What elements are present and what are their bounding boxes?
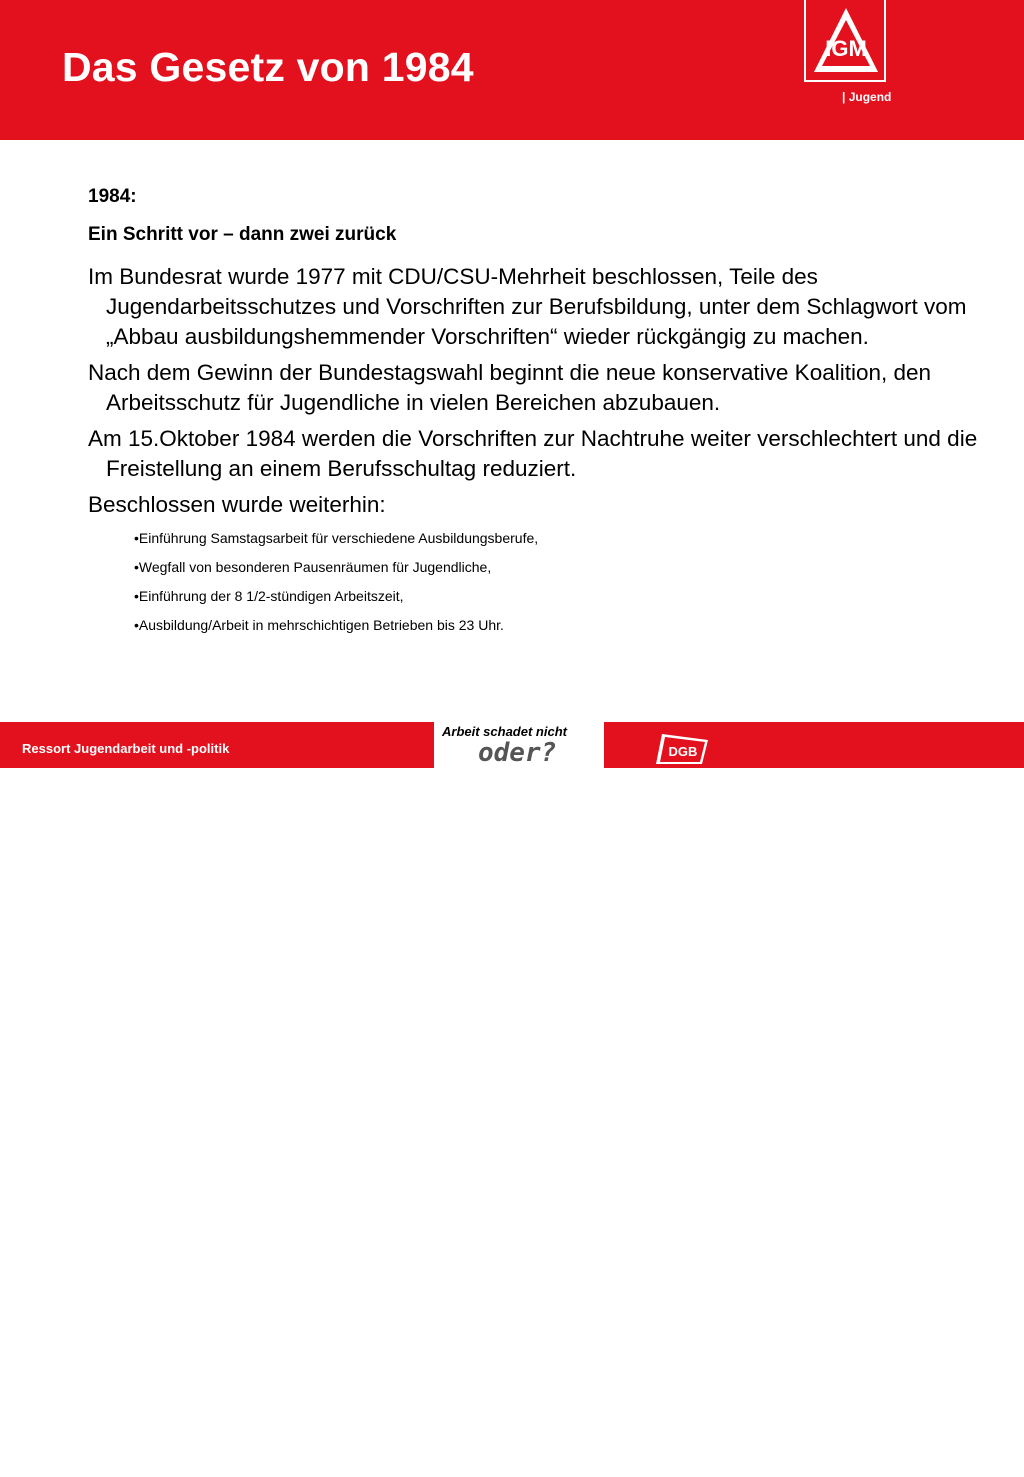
- paragraph-beschlossen: Beschlossen wurde weiterhin:: [88, 492, 386, 517]
- igm-logo: [804, 0, 886, 82]
- slide-title: Das Gesetz von 1984: [62, 44, 474, 90]
- dgb-flag-icon: [652, 730, 712, 766]
- slogan-top: Arbeit schadet nicht: [442, 724, 567, 739]
- bullet-item: •Einführung der 8 1/2-stündigen Arbeitszeit,: [134, 588, 404, 604]
- page-number: 8: [962, 1462, 970, 1477]
- bullet-item: •Einführung Samstagsarbeit für verschiedene Ausbildungsberufe,: [134, 530, 539, 546]
- slogan-banner: [434, 722, 604, 768]
- heading-year: 1984:: [88, 186, 137, 207]
- paragraph-koalition: Nach dem Gewinn der Bundestagswahl beginnt die neue konservative Koalition, den Arbeitsschutz für Jugendliche in vielen Bereichen abzubauen.: [88, 360, 932, 415]
- bullet-item: •Wegfall von besonderen Pausenräumen für Jugendliche,: [134, 559, 492, 575]
- paragraph-bundesrat: Im Bundesrat wurde 1977 mit CDU/CSU-Mehrheit beschlossen, Teile des Jugendarbeitsschutzes und Vorschriften zur Berufsbildung, unter dem Schlagwort vom „Abbau ausbildungshemmender Vorschriften“ wieder rückgängig zu machen.: [88, 264, 967, 349]
- logo-subtitle: | Jugend: [842, 90, 892, 104]
- heading-subtitle: Ein Schritt vor – dann zwei zurück: [88, 224, 397, 245]
- footer-department: Ressort Jugendarbeit und -politik: [22, 741, 230, 756]
- dgb-logo: [652, 730, 712, 766]
- logo-text: IGM: [825, 36, 867, 61]
- paragraph-oktober: Am 15.Oktober 1984 werden die Vorschriften zur Nachtruhe weiter verschlechtert und die Freistellung an einem Berufsschultag reduziert.: [88, 426, 978, 481]
- igm-triangle-icon: [810, 4, 882, 76]
- bullet-list: [134, 530, 988, 633]
- header-bar: [0, 0, 1024, 140]
- dgb-text: DGB: [668, 744, 698, 759]
- slogan-bottom: oder?: [478, 738, 557, 768]
- slide-content: [88, 186, 988, 646]
- bullet-item: •Ausbildung/Arbeit in mehrschichtigen Betrieben bis 23 Uhr.: [134, 617, 504, 633]
